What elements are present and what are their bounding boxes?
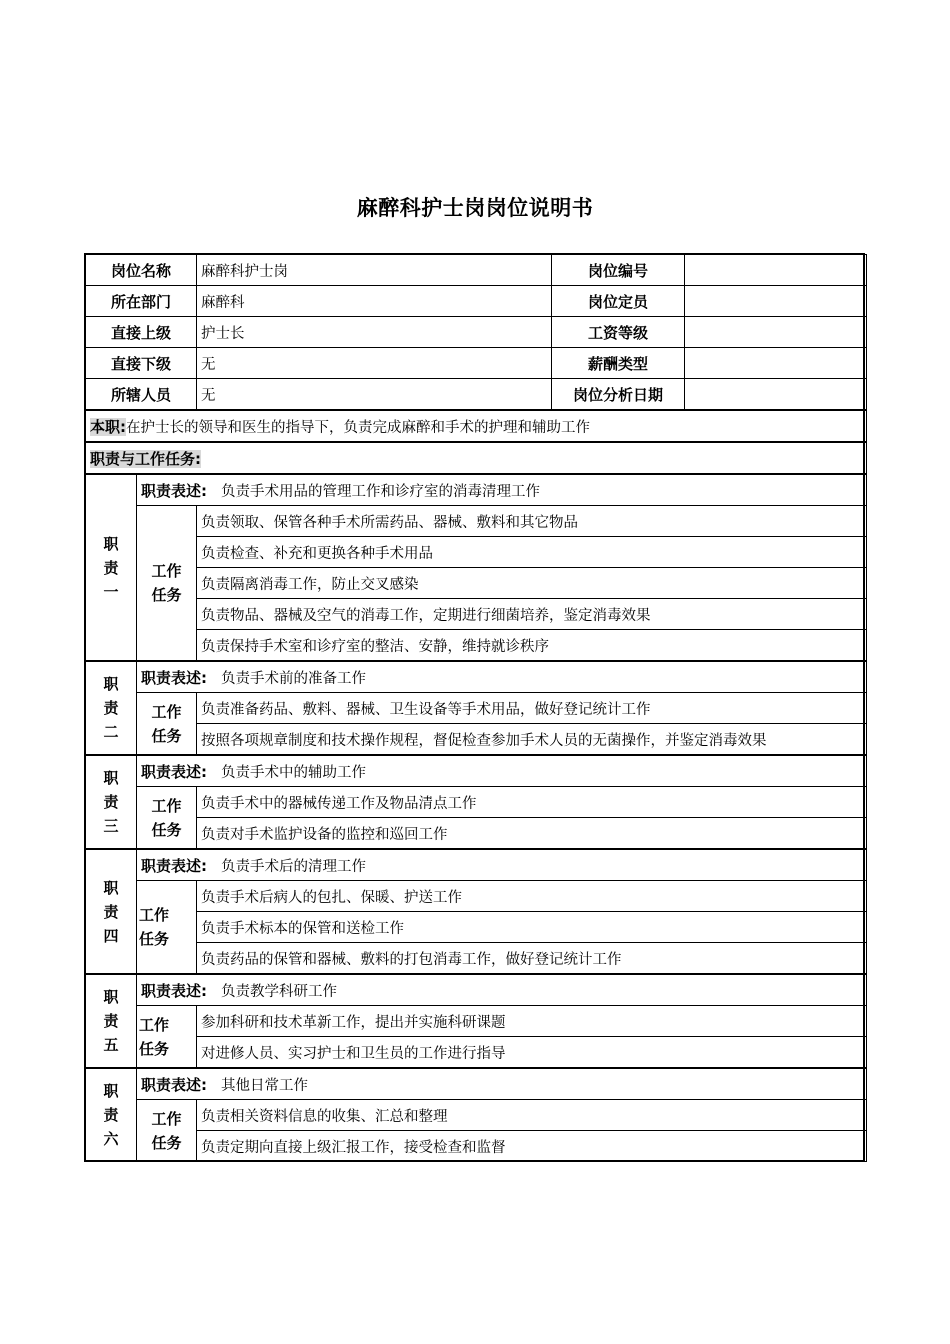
task-row xyxy=(86,881,867,912)
duty-name-char: 责 xyxy=(103,902,119,921)
info-label: 直接上级 xyxy=(86,317,197,348)
task-item: 负责手术后病人的包扎、保暖、护送工作 xyxy=(197,881,867,912)
duty-name-char: 一 xyxy=(103,582,119,601)
task-item: 负责手术中的器械传递工作及物品清点工作 xyxy=(197,787,867,818)
task-label xyxy=(137,1006,197,1069)
duty-desc-row xyxy=(86,474,867,506)
task-row xyxy=(86,693,867,724)
duty-name-char: 责 xyxy=(103,1012,119,1030)
task-label-line: 工作 xyxy=(151,702,182,721)
task-item: 对进修人员、实习护士和卫生员的工作进行指导 xyxy=(197,1037,867,1069)
task-item: 负责药品的保管和器械、敷料的打包消毒工作，做好登记统计工作 xyxy=(197,943,867,975)
info-label-2: 薪酬类型 xyxy=(552,348,685,379)
info-row xyxy=(86,286,867,317)
task-item: 负责准备药品、敷料、器械、卫生设备等手术用品，做好登记统计工作 xyxy=(197,693,867,724)
info-label-2: 岗位定员 xyxy=(552,286,685,317)
job-description-table xyxy=(85,254,867,1162)
info-value: 无 xyxy=(197,348,552,379)
duty-name-char: 职 xyxy=(103,769,119,787)
task-row xyxy=(86,630,867,662)
task-row xyxy=(86,568,867,599)
duty-desc-cell xyxy=(137,849,867,881)
role-text: 在护士长的领导和医生的指导下，负责完成麻醉和手术的护理和辅助工作 xyxy=(126,419,590,436)
task-label-line: 工作 xyxy=(139,906,170,924)
duty-name-char: 四 xyxy=(103,926,119,945)
duty-desc-text: 负责教学科研工作 xyxy=(221,983,337,1000)
task-row xyxy=(86,912,867,943)
info-value-2 xyxy=(685,286,867,317)
duty-desc-text: 负责手术后的清理工作 xyxy=(221,858,366,875)
task-label xyxy=(137,506,197,662)
duty-name-char: 责 xyxy=(103,699,119,717)
task-label-line: 任务 xyxy=(139,1039,170,1058)
info-label: 所辖人员 xyxy=(86,379,197,411)
task-row xyxy=(86,1100,867,1131)
info-label-2: 工资等级 xyxy=(552,317,685,348)
duty-desc-label: 职责表述: xyxy=(141,762,207,781)
info-label-2: 岗位分析日期 xyxy=(552,379,685,411)
duties-header: 职责与工作任务: xyxy=(90,449,201,468)
info-row xyxy=(86,348,867,379)
info-row xyxy=(86,255,867,286)
duty-desc-cell xyxy=(137,755,867,787)
info-row xyxy=(86,379,867,411)
task-row xyxy=(86,787,867,818)
duty-name-char: 责 xyxy=(103,793,119,811)
duty-desc-cell xyxy=(137,474,867,506)
task-label xyxy=(137,881,197,975)
task-row xyxy=(86,506,867,537)
info-row xyxy=(86,317,867,348)
info-value-2 xyxy=(685,255,867,286)
task-row xyxy=(86,818,867,850)
duty-name-char: 责 xyxy=(103,558,119,577)
duty-name xyxy=(86,1068,137,1162)
duty-name-char: 职 xyxy=(103,1082,119,1100)
info-value: 护士长 xyxy=(197,317,552,348)
duty-desc-row xyxy=(86,661,867,693)
duty-desc-text: 负责手术用品的管理工作和诊疗室的消毒清理工作 xyxy=(221,483,540,500)
task-item: 负责领取、保管各种手术所需药品、器械、敷料和其它物品 xyxy=(197,506,867,537)
duty-desc-label: 职责表述: xyxy=(141,481,207,500)
duty-name xyxy=(86,755,137,849)
info-label: 岗位名称 xyxy=(86,255,197,286)
task-label-line: 任务 xyxy=(151,820,182,839)
duty-desc-text: 负责手术前的准备工作 xyxy=(221,670,366,687)
task-row xyxy=(86,1037,867,1069)
duty-desc-cell xyxy=(137,661,867,693)
task-item: 负责隔离消毒工作，防止交叉感染 xyxy=(197,568,867,599)
task-label-line: 任务 xyxy=(151,1133,182,1152)
duty-desc-row xyxy=(86,974,867,1006)
duty-desc-label: 职责表述: xyxy=(141,981,207,1000)
duty-name xyxy=(86,474,137,661)
task-row xyxy=(86,537,867,568)
duties-header-cell xyxy=(86,442,867,474)
info-label: 所在部门 xyxy=(86,286,197,317)
duty-desc-row xyxy=(86,849,867,881)
duty-name-char: 六 xyxy=(103,1130,119,1148)
task-item: 负责物品、器械及空气的消毒工作，定期进行细菌培养，鉴定消毒效果 xyxy=(197,599,867,630)
duty-desc-row xyxy=(86,1068,867,1100)
task-label xyxy=(137,1100,197,1162)
task-label xyxy=(137,787,197,850)
duty-name-char: 职 xyxy=(103,878,119,897)
duty-name-char: 五 xyxy=(103,1036,119,1054)
task-row xyxy=(86,1006,867,1037)
task-item: 参加科研和技术革新工作，提出并实施科研课题 xyxy=(197,1006,867,1037)
task-item: 负责定期向直接上级汇报工作，接受检查和监督 xyxy=(197,1131,867,1162)
task-label-line: 工作 xyxy=(151,562,182,580)
duty-name xyxy=(86,849,137,974)
role-cell xyxy=(86,410,867,442)
duty-name xyxy=(86,661,137,755)
duty-name-char: 三 xyxy=(103,817,119,835)
info-value: 麻醉科护士岗 xyxy=(197,255,552,286)
task-row xyxy=(86,1131,867,1162)
task-label-line: 工作 xyxy=(151,796,182,815)
task-label-line: 工作 xyxy=(151,1109,182,1128)
duty-name-char: 职 xyxy=(103,534,119,553)
duty-desc-cell xyxy=(137,1068,867,1100)
info-value: 无 xyxy=(197,379,552,411)
task-label xyxy=(137,693,197,756)
role-row xyxy=(86,410,867,442)
task-item: 负责相关资料信息的收集、汇总和整理 xyxy=(197,1100,867,1131)
duties-header-row xyxy=(86,442,867,474)
task-item: 负责手术标本的保管和送检工作 xyxy=(197,912,867,943)
duty-name-char: 二 xyxy=(103,723,119,741)
info-value-2 xyxy=(685,317,867,348)
task-item: 负责保持手术室和诊疗室的整洁、安静，维持就诊秩序 xyxy=(197,630,867,662)
duty-desc-label: 职责表述: xyxy=(141,668,207,687)
task-item: 负责对手术监护设备的监控和巡回工作 xyxy=(197,818,867,850)
duty-name xyxy=(86,974,137,1068)
task-row xyxy=(86,599,867,630)
task-row xyxy=(86,943,867,975)
duty-desc-text: 其他日常工作 xyxy=(221,1077,308,1094)
info-value-2 xyxy=(685,348,867,379)
duty-name-char: 职 xyxy=(103,675,119,693)
task-label-line: 任务 xyxy=(151,586,182,604)
task-label-line: 任务 xyxy=(139,930,170,948)
info-label: 直接下级 xyxy=(86,348,197,379)
duty-name-char: 责 xyxy=(103,1106,119,1124)
duty-desc-label: 职责表述: xyxy=(141,856,207,875)
document-title: 麻醉科护士岗岗位说明书 xyxy=(356,196,594,220)
duty-desc-text: 负责手术中的辅助工作 xyxy=(221,764,366,781)
duty-desc-cell xyxy=(137,974,867,1006)
role-label: 本职: xyxy=(90,417,126,436)
task-item: 按照各项规章制度和技术操作规程，督促检查参加手术人员的无菌操作，并鉴定消毒效果 xyxy=(197,724,867,756)
duty-desc-row xyxy=(86,755,867,787)
task-label-line: 任务 xyxy=(151,726,182,745)
info-value-2 xyxy=(685,379,867,411)
task-row xyxy=(86,724,867,756)
info-label-2: 岗位编号 xyxy=(552,255,685,286)
duty-desc-label: 职责表述: xyxy=(141,1075,207,1094)
duty-name-char: 职 xyxy=(103,988,119,1006)
task-item: 负责检查、补充和更换各种手术用品 xyxy=(197,537,867,568)
info-value: 麻醉科 xyxy=(197,286,552,317)
task-label-line: 工作 xyxy=(139,1015,170,1034)
